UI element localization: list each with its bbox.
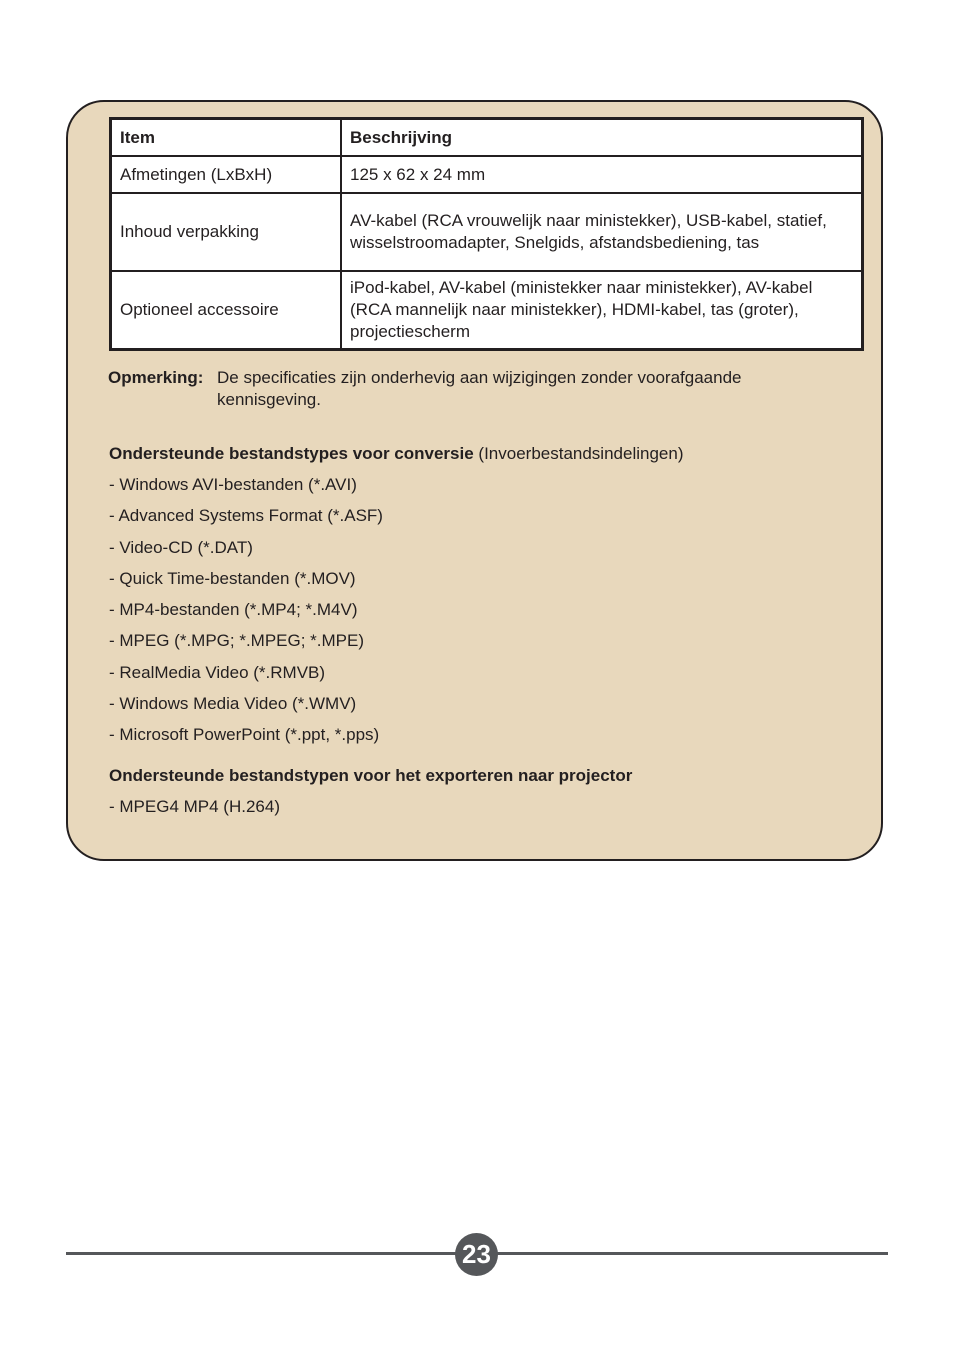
page-number: 23 <box>455 1233 498 1276</box>
conversion-title-normal: (Invoerbestandsindelingen) <box>478 444 684 463</box>
list-item: - Windows AVI-bestanden (*.AVI) <box>109 475 357 494</box>
conversion-title <box>109 438 684 469</box>
list-item: - Microsoft PowerPoint (*.ppt, *.pps) <box>109 725 380 745</box>
export-section <box>109 760 632 822</box>
list-item: - RealMedia Video (*.RMVB) <box>109 662 326 682</box>
table-cell-description: AV-kabel (RCA vrouwelijk naar ministekker), USB-kabel, statief, wisselstroomadapter, Snelgids, afstandsbediening, tas <box>341 193 863 271</box>
note-label: Opmerking: <box>108 368 204 387</box>
list-item: - Quick Time-bestanden (*.MOV) <box>109 568 356 588</box>
table-row <box>111 193 863 271</box>
list-item: - MPEG4 MP4 (H.264) <box>109 797 280 816</box>
table-cell-item: Inhoud verpakking <box>111 193 342 271</box>
conversion-section <box>109 438 684 751</box>
header-item: Item <box>111 119 342 157</box>
table-cell-item: Optioneel accessoire <box>111 271 342 350</box>
table-row <box>111 156 863 193</box>
list-item: - MP4-bestanden (*.MP4; *.M4V) <box>109 600 358 620</box>
table-header-row <box>111 119 863 157</box>
list-item: - Video-CD (*.DAT) <box>109 537 253 557</box>
table-row <box>111 271 863 350</box>
content-panel <box>66 100 883 861</box>
export-title: Ondersteunde bestandstypen voor het exporteren naar projector <box>109 766 633 785</box>
table-cell-description: 125 x 62 x 24 mm <box>341 156 863 193</box>
table-cell-item: Afmetingen (LxBxH) <box>111 156 342 193</box>
list-item: - Advanced Systems Format (*.ASF) <box>109 506 383 526</box>
conversion-title-bold: Ondersteunde bestandstypes voor conversie <box>109 444 474 463</box>
note <box>108 367 828 411</box>
note-text: De specificaties zijn onderhevig aan wijzigingen zonder voorafgaande kennisgeving. <box>217 368 742 409</box>
list-item: - MPEG (*.MPG; *.MPEG; *.MPE) <box>109 631 365 651</box>
list-item: - Windows Media Video (*.WMV) <box>109 694 357 714</box>
spec-table <box>109 117 864 351</box>
table-cell-description: iPod-kabel, AV-kabel (ministekker naar ministekker), AV-kabel (RCA mannelijk naar ministekker), HDMI-kabel, tas (groter), projectiescherm <box>341 271 863 350</box>
header-description: Beschrijving <box>341 119 863 157</box>
